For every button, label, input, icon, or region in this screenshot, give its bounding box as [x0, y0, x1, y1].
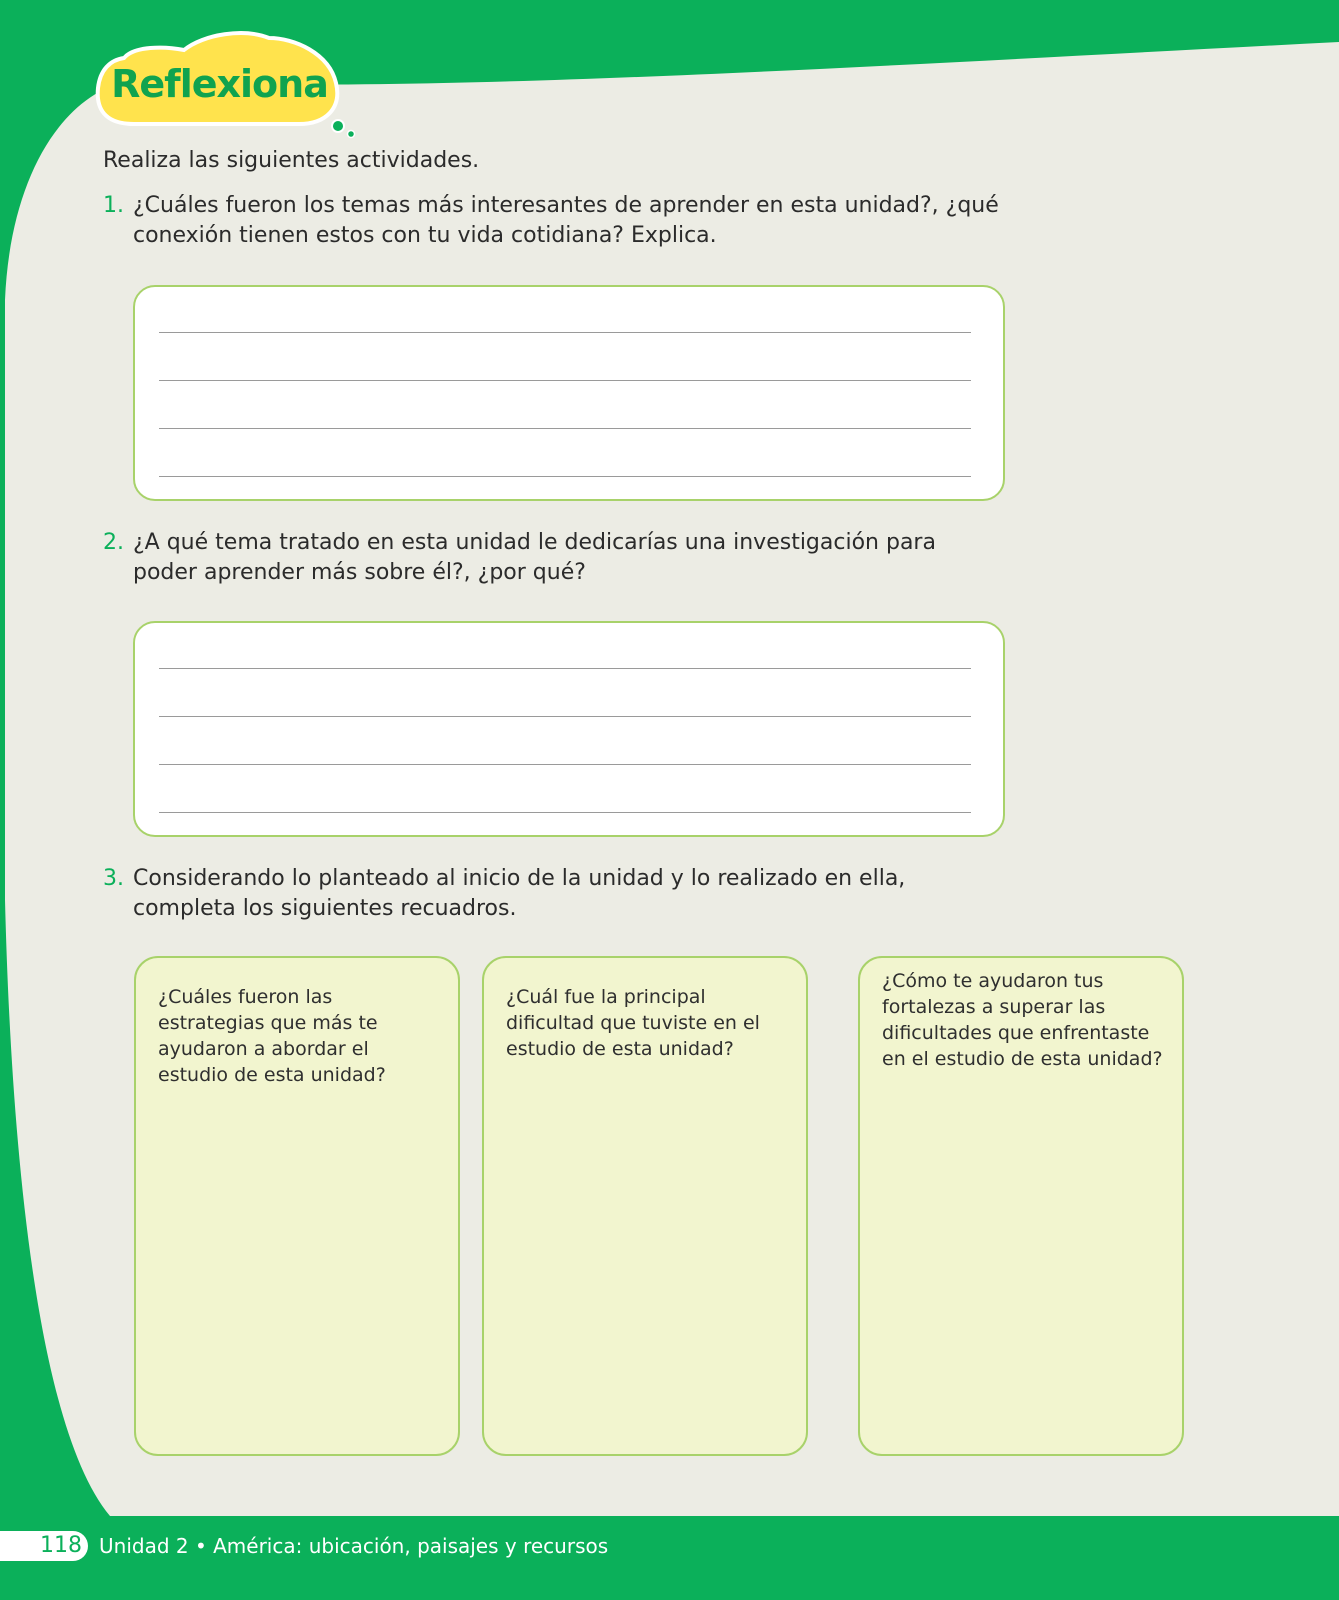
answer-box-1[interactable] [133, 285, 1005, 501]
unit-footer-text: Unidad 2 • América: ubicación, paisajes y recursos [99, 1534, 609, 1558]
reflection-card-strategies[interactable] [134, 956, 460, 1456]
answer-line [159, 812, 971, 813]
answer-line [159, 716, 971, 717]
question-3 [103, 864, 1003, 924]
answer-box-2[interactable] [133, 621, 1005, 837]
question-2 [103, 528, 1003, 588]
section-title: Reflexiona [111, 62, 328, 106]
question-text: Considerando lo planteado al inicio de la unidad y lo realizado en ella, completa los siguientes recuadros. [133, 866, 906, 921]
answer-line [159, 764, 971, 765]
answer-line [159, 428, 971, 429]
question-number: 3. [103, 866, 124, 891]
question-number: 1. [103, 193, 124, 218]
answer-line [159, 332, 971, 333]
answer-line [159, 380, 971, 381]
instructions-text: Realiza las siguientes actividades. [103, 148, 480, 173]
page-number: 118 [40, 1533, 82, 1558]
question-number: 2. [103, 530, 124, 555]
question-text: ¿A qué tema tratado en esta unidad le dedicarías una investigación para poder aprender más sobre él?, ¿por qué? [133, 530, 936, 585]
card-prompt: ¿Cuáles fueron las estrategias que más te ayudaron a abordar el estudio de esta unidad? [158, 986, 386, 1086]
answer-line [159, 668, 971, 669]
reflection-card-difficulty[interactable] [482, 956, 808, 1456]
card-prompt: ¿Cómo te ayudaron tus fortalezas a superar las dificultades que enfrentaste en el estudio de esta unidad? [882, 970, 1163, 1070]
question-1 [103, 191, 1003, 251]
question-text: ¿Cuáles fueron los temas más interesantes de aprender en esta unidad?, ¿qué conexión tienen estos con tu vida cotidiana? Explica. [133, 193, 999, 248]
reflection-card-strengths[interactable] [858, 956, 1184, 1456]
card-prompt: ¿Cuál fue la principal dificultad que tuviste en el estudio de esta unidad? [506, 986, 760, 1060]
answer-line [159, 476, 971, 477]
